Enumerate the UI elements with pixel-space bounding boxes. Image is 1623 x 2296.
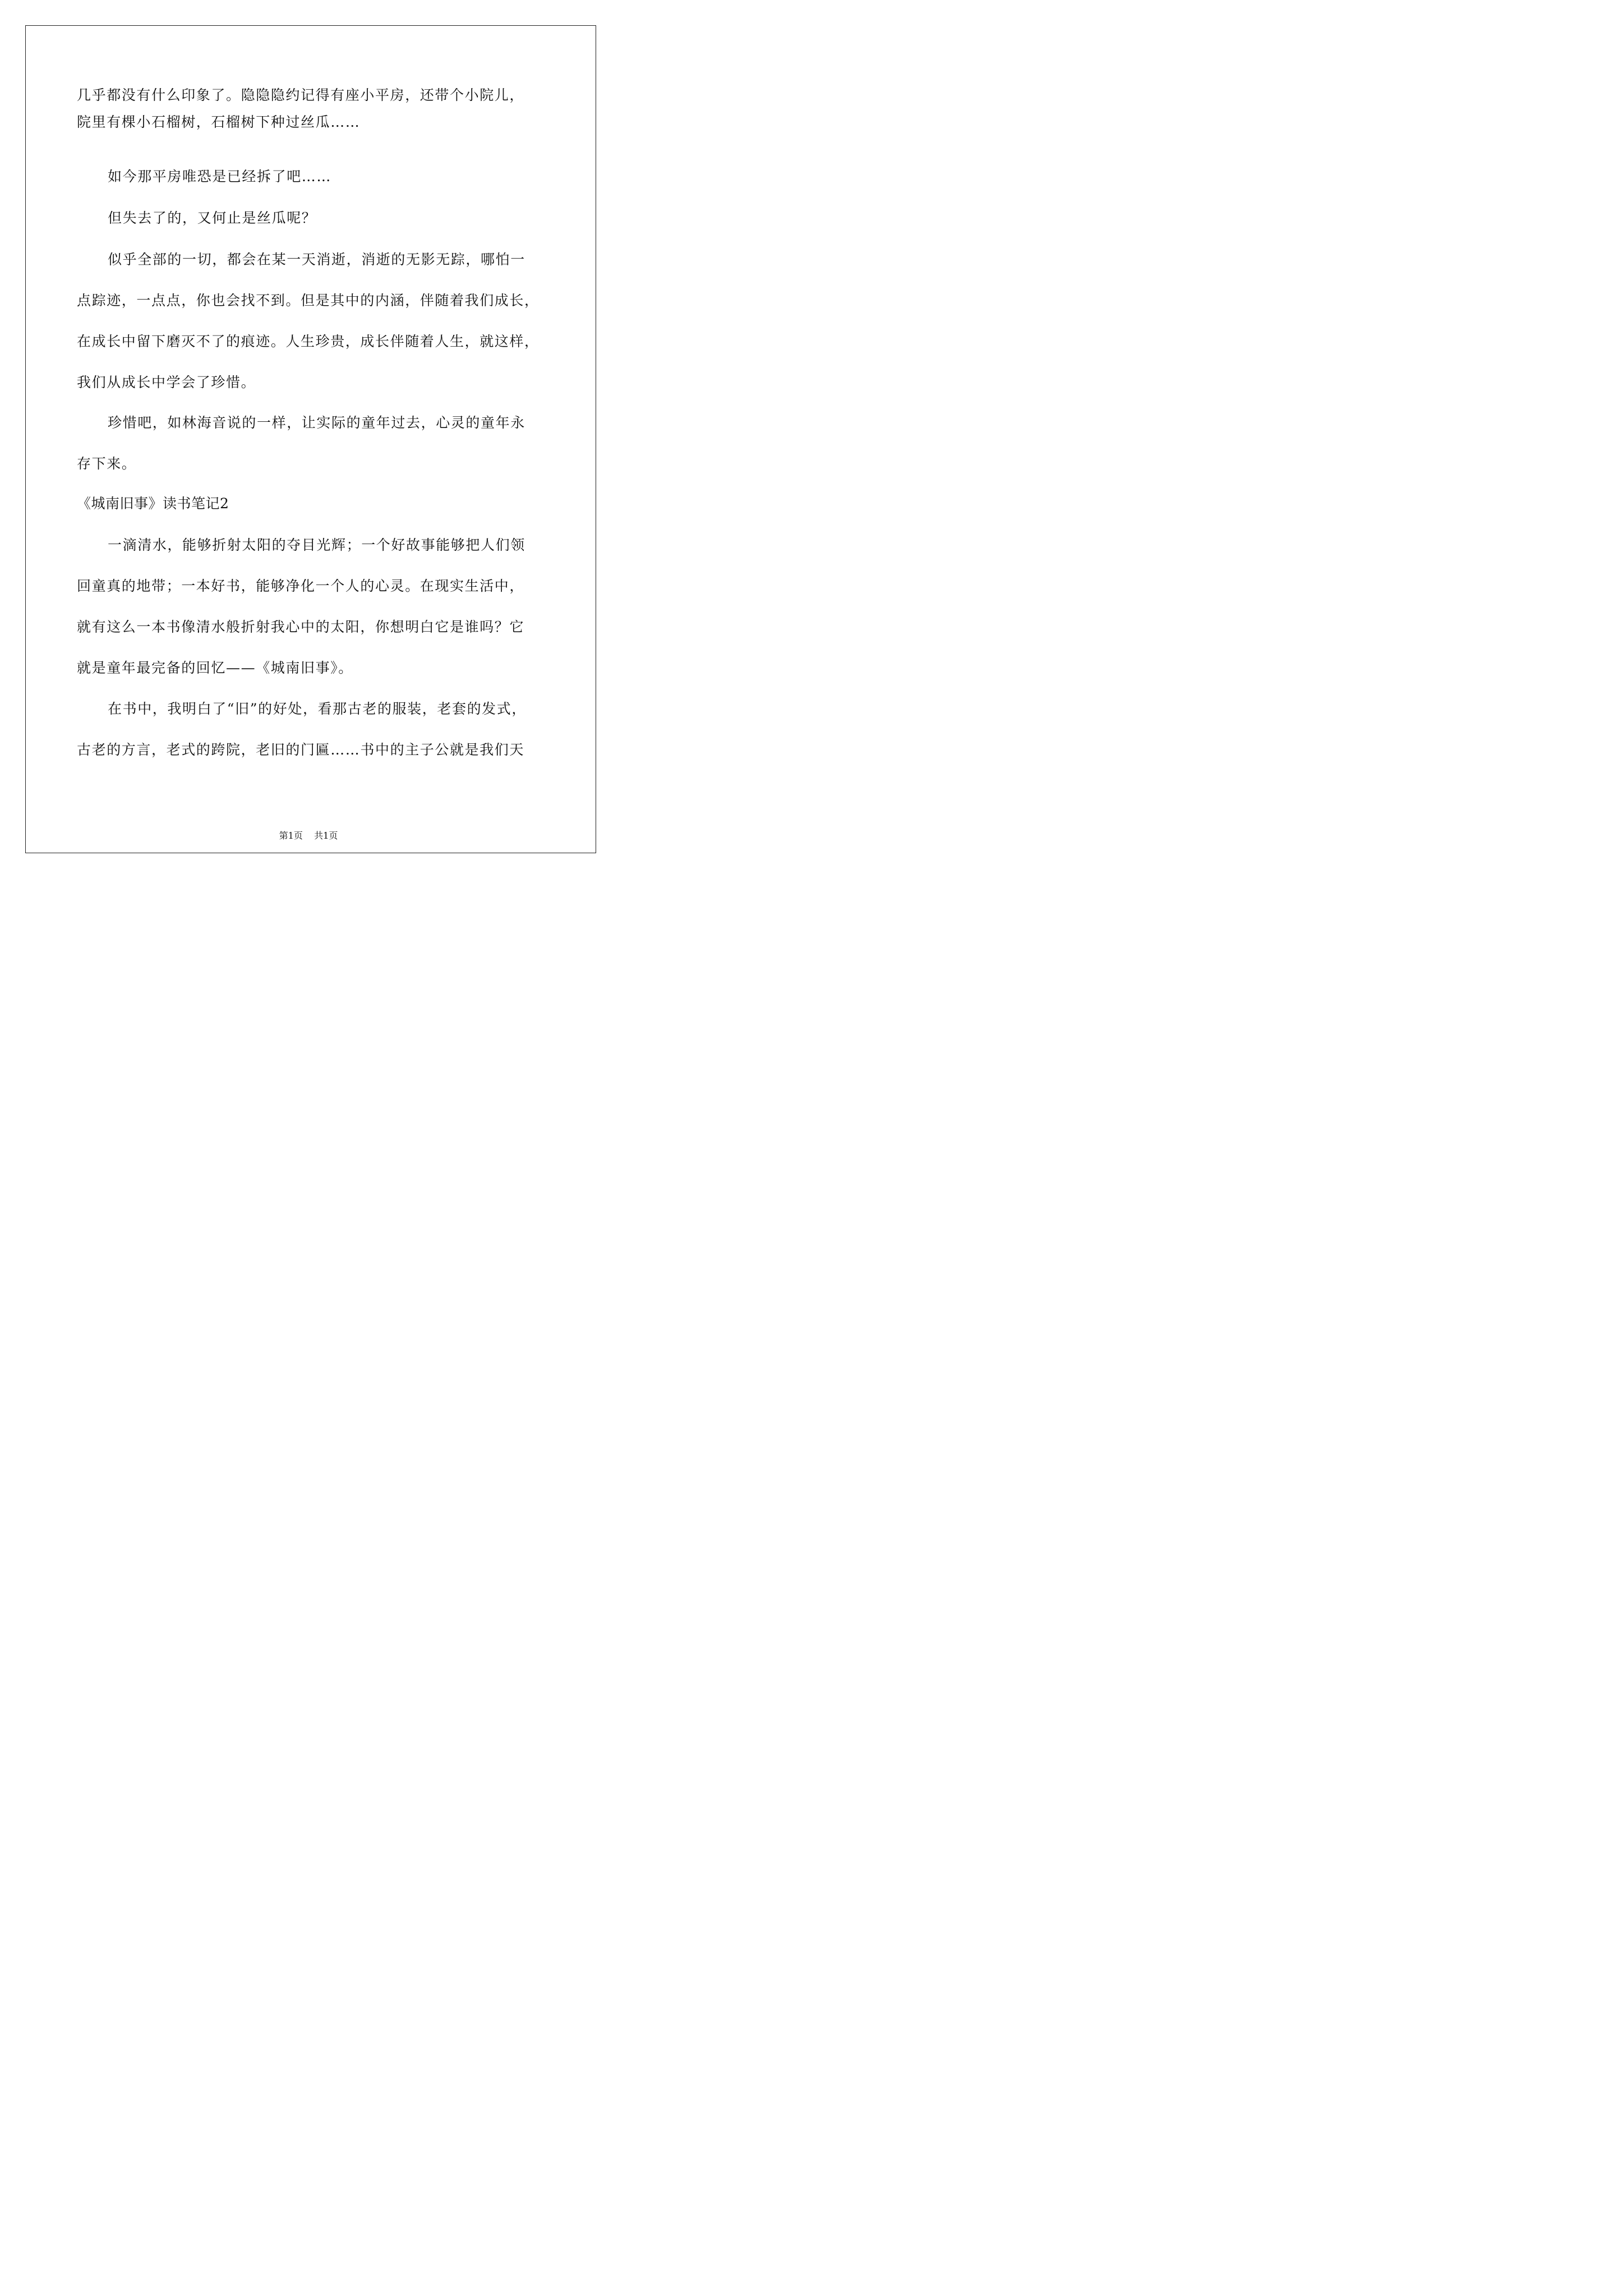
text-line: 存下来。 (77, 455, 137, 472)
text-line: 如今那平房唯恐是已经拆了吧…… (108, 168, 332, 185)
page-footer (0, 830, 617, 841)
section-heading: 《城南旧事》读书笔记2 (77, 495, 229, 512)
text-line: 古老的方言，老式的跨院，老旧的门匾……书中的主子公就是我们天 (77, 742, 525, 758)
text-line: 在成长中留下磨灭不了的痕迹。人生珍贵，成长伴随着人生，就这样， (77, 333, 540, 349)
text-line: 一滴清水，能够折射太阳的夺目光辉；一个好故事能够把人们领 (108, 537, 525, 553)
text-line: 回童真的地带；一本好书，能够净化一个人的心灵。在现实生活中， (77, 578, 525, 594)
text-line: 似乎全部的一切，都会在某一天消逝，消逝的无影无踪，哪怕一 (108, 251, 525, 268)
text-line: 就是童年最完备的回忆——《城南旧事》。 (77, 660, 353, 676)
page-number: 第1页 (279, 830, 303, 841)
text-line: 院里有棵小石榴树，石榴树下种过丝瓜…… (77, 114, 361, 130)
text-line: 几乎都没有什么印象了。隐隐隐约记得有座小平房，还带个小院儿， (77, 87, 525, 103)
text-line: 我们从成长中学会了珍惜。 (77, 374, 256, 390)
text-line: 在书中，我明白了“旧”的好处，看那古老的服装，老套的发式， (108, 701, 527, 717)
text-line: 珍惜吧，如林海音说的一样，让实际的童年过去，心灵的童年永 (108, 415, 525, 431)
page-border (25, 25, 596, 853)
page-total: 共1页 (314, 830, 338, 841)
text-line: 点踪迹，一点点，你也会找不到。但是其中的内涵，伴随着我们成长， (77, 292, 540, 309)
text-line: 但失去了的，又何止是丝瓜呢？ (108, 210, 317, 226)
text-line: 就有这么一本书像清水般折射我心中的太阳，你想明白它是谁吗？它 (77, 619, 525, 635)
